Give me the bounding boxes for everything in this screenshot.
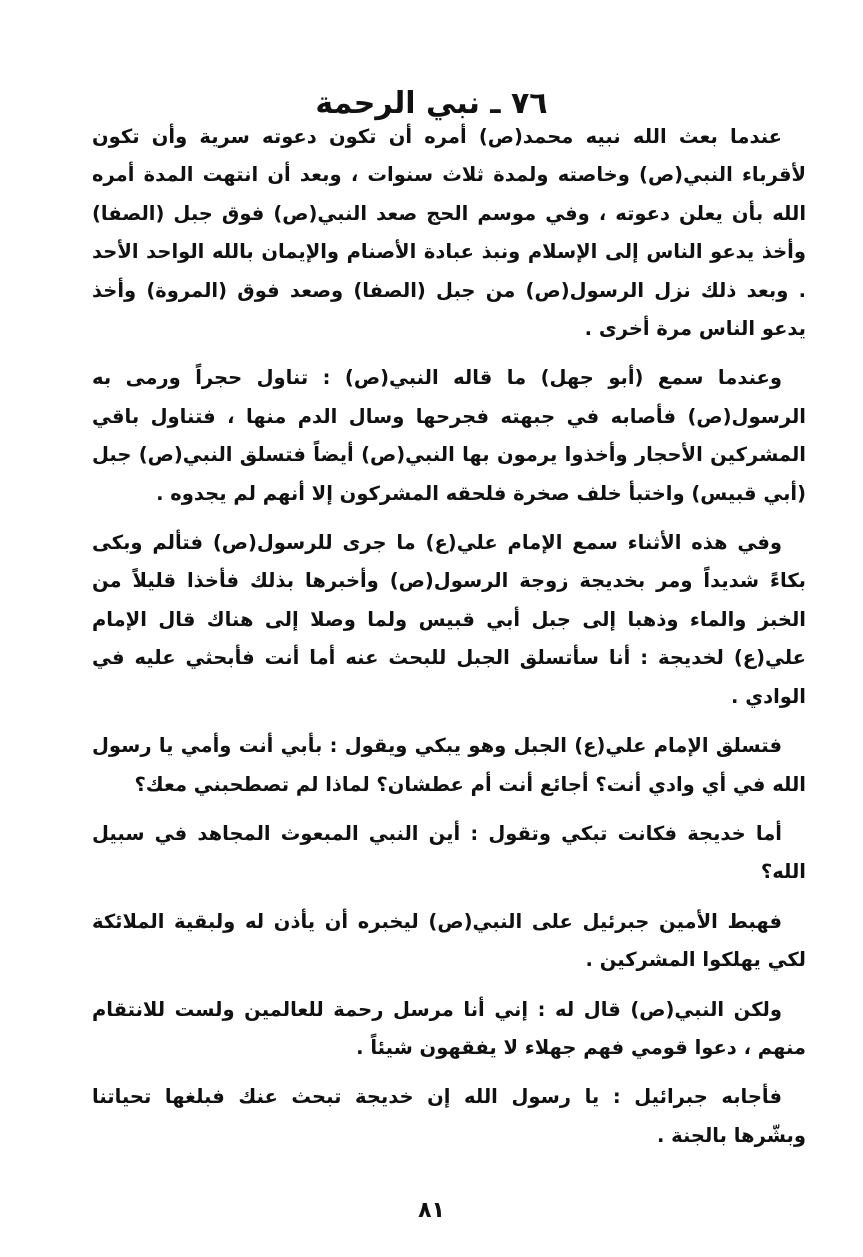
paragraph-8: فأجابه جبرائيل : يا رسول الله إن خديجة تبحث عنك فبلغها تحياتنا وبشّرها بالجنة .: [92, 1085, 806, 1147]
paragraph-4: فتسلق الإمام علي(ع) الجبل وهو يبكي ويقول : بأبي أنت وأمي يا رسول الله في أي وادي أنت؟ أجائع أنت أم عطشان؟ لماذا لم تصطحبني معك؟: [92, 734, 806, 796]
paragraph-5: أما خديجة فكانت تبكي وتقول : أين النبي المبعوث المجاهد في سبيل الله؟: [92, 821, 806, 884]
paragraph-7: ولكن النبي(ص) قال له : إني أنا مرسل رحمة للعالمين ولست للانتقام منهم ، دعوا قومي فهم جهلاء لا يفقهون شيئاً .: [92, 997, 806, 1059]
chapter-title: ٧٦ ـ نبي الرحمة: [315, 86, 548, 122]
paragraph-2: وعندما سمع (أبو جهل) ما قاله النبي(ص) : تناول حجراً ورمى به الرسول(ص) فأصابه في جبهته فجرحها وسال الدم منها ، فتناول باقي المشركين الأحجار وأخذوا يرمون بها النبي(ص) أيضاً فتسلق النبي(ص) جبل (أبي قبيس) واختبأ خلف صخرة فلحقه المشركون إلا أنهم لم يجدوه .: [92, 366, 806, 505]
paragraph-6: فهبط الأمين جبرئيل على النبي(ص) ليخبره أن يأذن له ولبقية الملائكة لكي يهلكوا المشركين .: [92, 909, 806, 972]
paragraph-1: عندما بعث الله نبيه محمد(ص) أمره أن تكون دعوته سرية وأن تكون لأقرباء النبي(ص) وخاصته ولمدة ثلاث سنوات ، وبعد أن انتهت المدة أمره الله بأن يعلن دعوته ، وفي موسم الحج صعد النبي(ص) فوق جبل (الصفا) وأخذ يدعو الناس إلى الإسلام ونبذ عبادة الأصنام والإيمان بالله الواحد الأحد . وبعد ذلك نزل الرسول(ص) من جبل (الصفا) وصعد فوق (المروة) وأخذ يدعو الناس مرة أخرى .: [92, 125, 806, 341]
paragraph-3: وفي هذه الأثناء سمع الإمام علي(ع) ما جرى للرسول(ص) فتألم وبكى بكاءً شديداً ومر بخديجة زوجة الرسول(ص) وأخبرها بذلك فأخذا قليلاً من الخبز والماء وذهبا إلى جبل أبي قبيس ولما وصلا إلى هناك قال الإمام علي(ع) لخديجة : أنا سأتسلق الجبل للبحث عنه أما أنت فأبحثي عليه في الوادي .: [92, 531, 806, 708]
page-number: ٨١: [418, 1198, 445, 1223]
chapter-body: [92, 118, 806, 1166]
